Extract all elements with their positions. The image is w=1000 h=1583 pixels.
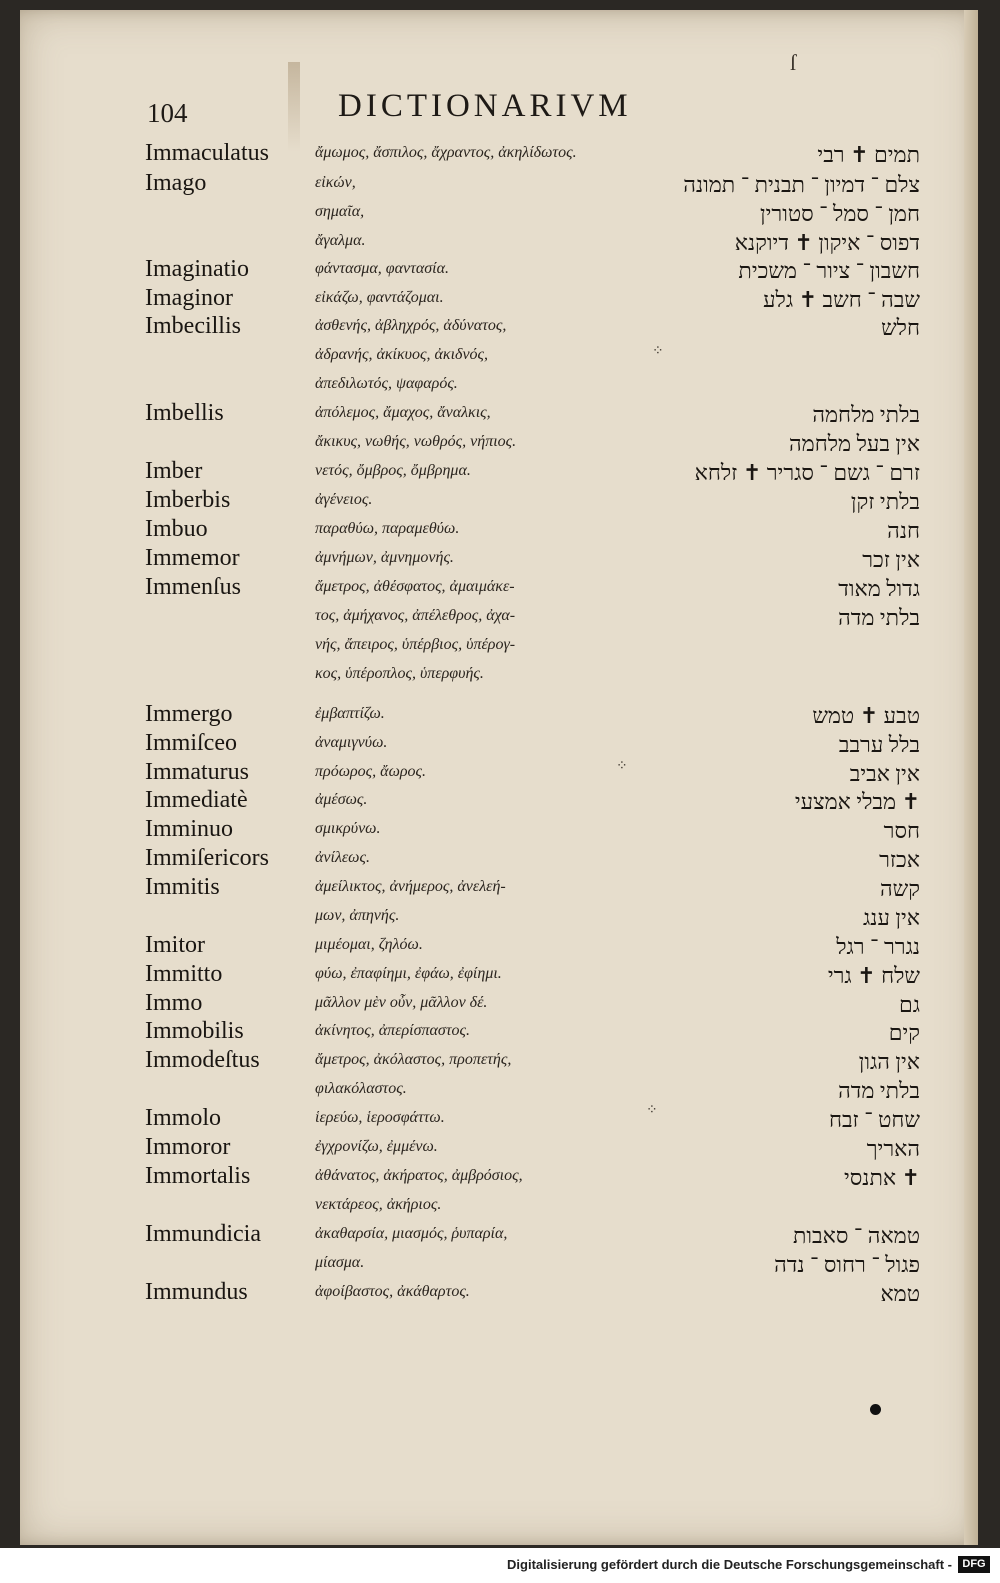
hebrew-gloss: צלם ־ דמיון ־ תבנית ־ תמונה xyxy=(683,172,920,197)
hebrew-gloss: בלתי מדה xyxy=(838,1078,920,1103)
latin-headword: Imitor xyxy=(145,932,205,958)
hebrew-gloss: נגרר ־ רגל xyxy=(836,934,920,959)
greek-gloss: φύω, ἐπαφίημι, ἐφάω, ἐφίημι. xyxy=(315,965,502,982)
greek-gloss: μων, ἀπηνής. xyxy=(315,907,400,924)
ink-speck: ⁘ xyxy=(652,344,664,359)
page-edge xyxy=(964,10,978,1545)
hebrew-gloss: שחט ־ זבח xyxy=(828,1107,920,1132)
latin-headword: Imaginor xyxy=(145,285,233,311)
greek-gloss: ἀσθενής, ἀβληχρός, ἀδύνατος, xyxy=(315,317,507,334)
hebrew-gloss: גדול מאוד xyxy=(838,576,920,601)
greek-gloss: ἄμετρος, ἀθέσφατος, ἀμαιμάκε- xyxy=(315,578,515,595)
greek-gloss: ἀνίλεως. xyxy=(315,849,370,866)
hebrew-gloss: גם xyxy=(899,992,920,1017)
greek-gloss: ἄμωμος, ἄσπιλος, ἄχραντος, ἀκηλίδωτος. xyxy=(315,144,577,161)
greek-gloss: μίασμα. xyxy=(315,1254,365,1271)
hebrew-gloss: זרם ־ גשם ־ סגריר ✝ זלחא xyxy=(694,460,920,485)
hebrew-gloss: חשבון ־ ציור ־ משכית xyxy=(738,258,920,283)
latin-headword: Imbuo xyxy=(145,516,208,542)
hebrew-gloss: בלתי מלחמה xyxy=(812,402,920,427)
greek-gloss: φιλακόλαστος. xyxy=(315,1080,407,1097)
latin-headword: Imbellis xyxy=(145,400,224,426)
hebrew-gloss: חלש xyxy=(881,315,920,340)
greek-gloss: ἀμέσως. xyxy=(315,791,368,808)
latin-headword: Immiſceo xyxy=(145,730,237,756)
latin-headword: Imminuo xyxy=(145,816,233,842)
greek-gloss: εἰκών, xyxy=(315,174,356,191)
latin-headword: Immitis xyxy=(145,874,220,900)
latin-headword: Immo xyxy=(145,990,203,1016)
hebrew-gloss: תמים ✝ רבי xyxy=(817,142,920,167)
hebrew-gloss: אכזר xyxy=(879,847,920,872)
greek-gloss: παραθύω, παραμεθύω. xyxy=(315,520,460,537)
latin-headword: Immenſus xyxy=(145,574,241,600)
page-number: 104 xyxy=(147,98,188,128)
greek-gloss: ἀγένειος. xyxy=(315,491,373,508)
hebrew-gloss: טמאה ־ סאבות xyxy=(793,1223,920,1248)
greek-gloss: ἀκαθαρσία, μιασμός, ῥυπαρία, xyxy=(315,1225,508,1242)
latin-headword: Imaginatio xyxy=(145,256,249,282)
greek-gloss: ἐμβαπτίζω. xyxy=(315,705,385,722)
hebrew-gloss: ✝ אתנסי xyxy=(844,1165,920,1190)
ink-speck: ⁘ xyxy=(646,1103,658,1118)
greek-gloss: νής, ἄπειρος, ὑπέρβιος, ὑπέρογ- xyxy=(315,636,516,653)
latin-headword: Immundus xyxy=(145,1279,248,1305)
greek-gloss: πρόωρος, ἄωρος. xyxy=(315,763,427,780)
hebrew-gloss: האריך xyxy=(866,1136,920,1161)
latin-headword: Imberbis xyxy=(145,487,231,513)
greek-gloss: σμικρύνω. xyxy=(315,820,381,837)
greek-gloss: ἐγχρονίζω, ἐμμένω. xyxy=(315,1138,438,1155)
greek-gloss: κος, ὑπέροπλος, ὑπερφυής. xyxy=(315,665,484,682)
latin-headword: Immitto xyxy=(145,961,223,987)
greek-gloss: μιμέομαι, ζηλόω. xyxy=(315,936,423,953)
latin-headword: Imber xyxy=(145,458,203,484)
latin-headword: Immundicia xyxy=(145,1221,261,1247)
hebrew-gloss: קים xyxy=(888,1020,920,1045)
latin-headword: Imago xyxy=(145,170,207,196)
latin-headword: Immaturus xyxy=(145,759,249,785)
dfg-logo: DFG xyxy=(958,1556,990,1573)
hebrew-gloss: בלתי מדה xyxy=(838,605,920,630)
hebrew-gloss: חמן ־ סמל ־ סטורין xyxy=(760,201,920,226)
ink-dot xyxy=(870,1404,881,1415)
greek-gloss: σημαῖα, xyxy=(315,203,365,220)
footer-bar xyxy=(0,1548,1000,1583)
hebrew-gloss: אין ענג xyxy=(863,905,920,930)
hebrew-gloss: אין אביב xyxy=(849,761,920,786)
hebrew-gloss: ✝ מבלי אמצעי xyxy=(794,789,920,814)
greek-gloss: ἄμετρος, ἀκόλαστος, προπετής, xyxy=(315,1051,512,1068)
latin-headword: Immortalis xyxy=(145,1163,251,1189)
greek-gloss: τος, ἀμήχανος, ἀπέλεθρος, ἀχα- xyxy=(315,607,516,624)
latin-headword: Imbecillis xyxy=(145,313,241,339)
greek-gloss: μᾶλλον μὲν οὖν, μᾶλλον δέ. xyxy=(315,994,488,1011)
paper-stain xyxy=(288,62,300,152)
greek-gloss: ἀπεδιλωτός, ψαφαρός. xyxy=(315,375,458,392)
hebrew-gloss: בלל ערבב xyxy=(838,732,920,757)
greek-gloss: ἱερεύω, ἱεροσφάττω. xyxy=(315,1109,445,1126)
hebrew-gloss: קשה xyxy=(879,876,920,901)
hebrew-gloss: שלח ✝ גרי xyxy=(827,963,920,988)
corner-mark: ſ xyxy=(790,50,797,75)
hebrew-gloss: אין בעל מלחמה xyxy=(789,431,920,456)
hebrew-gloss: טבע ✝ טמש xyxy=(812,703,920,728)
hebrew-gloss: בלתי זקן xyxy=(850,489,920,514)
latin-headword: Immodeſtus xyxy=(145,1047,260,1073)
greek-gloss: εἰκάζω, φαντάζομαι. xyxy=(315,289,444,306)
latin-headword: Immiſericors xyxy=(145,845,269,871)
running-head: DICTIONARIVM xyxy=(338,88,632,124)
greek-gloss: ἀδρανής, ἀκίκυος, ἀκιδνός, xyxy=(315,346,489,363)
hebrew-gloss: חסר xyxy=(883,818,920,843)
greek-gloss: φάντασμα, φαντασία. xyxy=(315,260,450,277)
hebrew-gloss: טמא xyxy=(880,1281,920,1306)
latin-headword: Immergo xyxy=(145,701,233,727)
latin-headword: Immaculatus xyxy=(145,140,269,166)
latin-headword: Immemor xyxy=(145,545,240,571)
greek-gloss: ἀπόλεμος, ἄμαχος, ἄναλκις, xyxy=(315,404,491,421)
greek-gloss: νεκτάρεος, ἀκήριος. xyxy=(315,1196,442,1213)
greek-gloss: ἀναμιγνύω. xyxy=(315,734,388,751)
greek-gloss: ἀμείλικτος, ἀνήμερος, ἀνελεή- xyxy=(315,878,506,895)
hebrew-gloss: חנה xyxy=(887,518,920,543)
greek-gloss: ἀμνήμων, ἀμνημονής. xyxy=(315,549,454,566)
hebrew-gloss: דפוס ־ איקון ✝ דיוקנא xyxy=(734,230,920,255)
hebrew-gloss: שבה ־ חשב ✝ גלע xyxy=(763,287,920,312)
greek-gloss: ἀκίνητος, ἀπερίσπαστος. xyxy=(315,1022,471,1039)
latin-headword: Immediatè xyxy=(145,787,248,813)
hebrew-gloss: פגול ־ רחוס ־ נדה xyxy=(774,1252,920,1277)
latin-headword: Immobilis xyxy=(145,1018,244,1044)
greek-gloss: ἄκικυς, νωθής, νωθρός, νήπιος. xyxy=(315,433,517,450)
greek-gloss: νετός, ὄμβρος, ὄμβρημα. xyxy=(315,462,471,479)
ink-speck: ⁘ xyxy=(616,759,628,774)
latin-headword: Immolo xyxy=(145,1105,221,1131)
footer-credit: Digitalisierung gefördert durch die Deutsche Forschungsgemeinschaft - xyxy=(507,1557,952,1572)
greek-gloss: ἀθάνατος, ἀκήρατος, ἀμβρόσιος, xyxy=(315,1167,523,1184)
latin-headword: Immoror xyxy=(145,1134,231,1160)
hebrew-gloss: אין הגון xyxy=(858,1049,920,1074)
greek-gloss: ἄγαλμα. xyxy=(315,232,366,249)
greek-gloss: ἀφοίβαστος, ἀκάθαρτος. xyxy=(315,1283,470,1300)
hebrew-gloss: אין זכר xyxy=(862,547,920,572)
